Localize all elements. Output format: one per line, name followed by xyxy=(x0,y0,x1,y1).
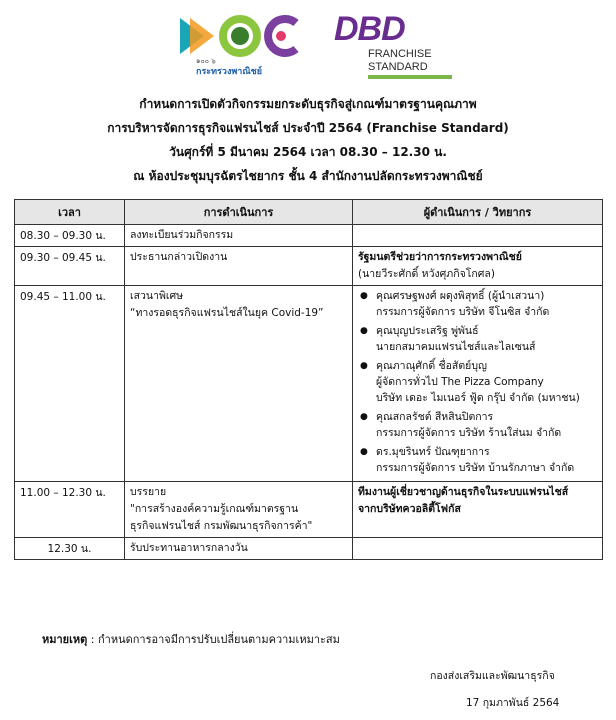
activity-line: ลงทะเบียนร่วมกิจกรรม xyxy=(130,229,234,241)
speaker-name: ● คุณภาณุศักดิ์ ชื่อสัตย์บุญ xyxy=(376,360,487,372)
activity-line: ประธานกล่าวเปิดงาน xyxy=(130,251,228,263)
title-line-3: วันศุกร์ที่ 5 มีนาคม 2564 เวลา 08.30 – 12.30 น. xyxy=(169,145,447,159)
signature-office: กองส่งเสริมและพัฒนาธุรกิจ xyxy=(430,670,555,682)
title-line-1: กำหนดการเปิดตัวกิจกรรมยกระดับธุรกิจสู่เกณฑ์มาตรฐานคุณภาพ xyxy=(139,97,477,111)
moc-logo-subtitle-small: ๑๐๐ ๖ xyxy=(196,57,216,65)
row-host xyxy=(353,538,603,560)
moc-logo-mark-icon xyxy=(178,12,308,62)
footnote-text: : กำหนดการอาจมีการปรับเปลี่ยนตามความเหมาะสม xyxy=(90,633,340,646)
title-line-4: ณ ห้องประชุมบุรฉัตรไชยากร ชั้น 4 สำนักงานปลัดกระทรวงพาณิชย์ xyxy=(133,169,483,183)
table-row xyxy=(15,225,603,247)
dbd-logo-mark: DBD xyxy=(334,10,405,48)
table-row xyxy=(15,286,603,482)
activity-line: บรรยาย xyxy=(130,486,167,498)
row-time: 09.30 – 09.45 น. xyxy=(15,247,125,286)
table-row xyxy=(15,247,603,286)
moc-logo-subtitle: กระทรวงพาณิชย์ xyxy=(196,67,263,77)
list-item xyxy=(358,409,597,441)
activity-line: รับประทานอาหารกลางวัน xyxy=(130,542,248,554)
list-item xyxy=(358,323,597,355)
row-activity xyxy=(125,247,353,286)
list-item xyxy=(358,444,597,476)
row-activity xyxy=(125,286,353,482)
speaker-name: ● คุณสกลรัชต์ สีหสินปิตการ xyxy=(376,411,494,423)
speaker-detail: กรรมการผู้จัดการ บริษัท บ้านรักภาษา จำกัด xyxy=(376,462,575,474)
list-item xyxy=(358,288,597,320)
speaker-detail: กรรมการผู้จัดการ บริษัท ร้านใส่นม จำกัด xyxy=(376,427,562,439)
dbd-franchise-logo xyxy=(334,10,464,86)
document-title xyxy=(0,92,616,188)
dbd-logo-bar xyxy=(368,75,452,79)
speaker-detail: ผู้จัดการทั่วไป The Pizza Company xyxy=(376,376,544,388)
row-host xyxy=(353,286,603,482)
speaker-detail: กรรมการผู้จัดการ บริษัท จีโนซิส จำกัด xyxy=(376,306,550,318)
row-host xyxy=(353,225,603,247)
table-row xyxy=(15,482,603,538)
row-time: 09.45 – 11.00 น. xyxy=(15,286,125,482)
logo-bar xyxy=(0,8,616,86)
table-header-row xyxy=(15,200,603,225)
speaker-detail: บริษัท เดอะ ไมเนอร์ ฟู้ด กรุ๊ป จำกัด (มหาชน) xyxy=(376,392,580,404)
footnote-label: หมายเหตุ xyxy=(42,633,88,646)
host-line: จากบริษัทควอลิตี้โฟกัส xyxy=(358,503,461,515)
header-time: เวลา xyxy=(15,200,125,225)
activity-line: ธุรกิจแฟรนไชส์ กรมพัฒนาธุรกิจการค้า" xyxy=(130,520,313,532)
footnote xyxy=(42,630,340,648)
speaker-name: ● ดร.มุขรินทร์ ปัณฑุยาการ xyxy=(376,446,490,458)
speaker-detail: นายกสมาคมแฟรนไชส์และไลเซนส์ xyxy=(376,341,536,353)
moc-logo xyxy=(178,12,308,84)
row-time: 08.30 – 09.30 น. xyxy=(15,225,125,247)
dbd-logo-line2: STANDARD xyxy=(368,61,428,73)
host-line: (นายวีระศักดิ์ หวังศุภกิจโกศล) xyxy=(358,268,495,280)
activity-line: เสวนาพิเศษ xyxy=(130,290,184,302)
row-activity xyxy=(125,482,353,538)
dbd-logo-line1: FRANCHISE xyxy=(368,48,432,60)
schedule-table xyxy=(14,199,603,560)
row-activity xyxy=(125,225,353,247)
row-activity xyxy=(125,538,353,560)
header-activity: การดำเนินการ xyxy=(125,200,353,225)
host-line: ทีมงานผู้เชี่ยวชาญด้านธุรกิจในระบบแฟรนไชส์ xyxy=(358,486,569,498)
row-time: 11.00 – 12.30 น. xyxy=(15,482,125,538)
row-host xyxy=(353,482,603,538)
title-line-2: การบริหารจัดการธุรกิจแฟรนไชส์ ประจำปี 2564 (Franchise Standard) xyxy=(107,121,509,135)
table-row xyxy=(15,538,603,560)
host-line: รัฐมนตรีช่วยว่าการกระทรวงพาณิชย์ xyxy=(358,251,522,263)
activity-line: "การสร้างองค์ความรู้เกณฑ์มาตรฐาน xyxy=(130,503,299,515)
header-host: ผู้ดำเนินการ / วิทยากร xyxy=(353,200,603,225)
signature-date: 17 กุมภาพันธ์ 2564 xyxy=(466,697,560,709)
list-item xyxy=(358,358,597,406)
row-time: 12.30 น. xyxy=(15,538,125,560)
activity-line: “ทางรอดธุรกิจแฟรนไชส์ในยุค Covid-19” xyxy=(130,307,324,319)
speaker-name: ● คุณศรษฐพงศ์ ผดุงพิสุทธิ์ (ผู้นำเสวนา) xyxy=(376,290,545,302)
speaker-list xyxy=(358,288,597,476)
row-host xyxy=(353,247,603,286)
speaker-name: ● คุณบุญประเสริฐ พู่พันธ์ xyxy=(376,325,479,337)
